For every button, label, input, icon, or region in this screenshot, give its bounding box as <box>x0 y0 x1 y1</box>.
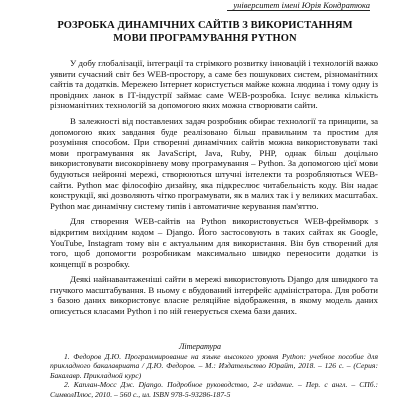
reference-item: 2. Каплан-Мосс Дж. Django. Подробное руководство, 2-е издание. – Пер. с англ. – СПб.: СимволПлюс, 2010. – 560 с., ил. ISBN 978-5-93286-187-5 <box>50 380 378 399</box>
reference-item: 1. Федоров Д.Ю. Программирование на языке высокого уровня Python: учебное пособие для прикладного бакалавриата / Д.Ю. Федоров. – М.: Издательство Юрайт, 2018. – 126 с. – (Серия: Бакалавр. Прикладной курс) <box>50 352 378 380</box>
article-body <box>50 58 378 322</box>
paragraph: Для створення WEB-сайтів на Python використовується WEB-фреймворк з відкритим вихідним кодом – Django. Його застосовують в таких сайтах як Google, YouTube, Instagram тому він є актуальним для використання. Він був створений для того, щоб допомогти розробникам максимально швидко переносити додатки із концепції в розробку. <box>50 216 378 269</box>
article-title: РОЗРОБКА ДИНАМІЧНИХ САЙТІВ З ВИКОРИСТАННЯМ МОВИ ПРОГРАМУВАННЯ PYTHON <box>57 20 353 44</box>
references-heading: Література <box>179 342 221 351</box>
paragraph: В залежності від поставлених задач розробник обирає технології та принципи, за допомогою яких завдання буде реалізовано більш правильним та простим для розуміння способом. При створенні динамічних сайтів можна використовувати такі мови програмування як JavaScript, Java, Ruby, PHP, однак більш доцільно використовувати високорівневу мову програмування – Python. За допомогою цієї мови будуються нейронні мережі, створюються штучні інтелекти та розробляються WEB-сайти. Python має філософію дизайну, яка підкреслює читабельність коду. Він надає конструкції, які дозволяють чітко програмувати, як в малих так і у великих масштабах. Python має динамічну систему типів і автоматичне керування пам'яттю. <box>50 115 378 211</box>
paragraph: Деякі найнавантаженіші сайти в мережі використовують Django для швидкого та гнучкого масштабування. В ньому є вбудований інтерфейс адміністратора. Для роботи з базою даних використовує власне реляційне відображення, в якому модель даних описується класами Python і по ній генерується схема бази даних. <box>50 274 378 317</box>
running-header: університет імені Юрія Кондратюка <box>227 0 370 11</box>
references-list <box>50 352 378 399</box>
paragraph: У добу глобалізації, інтеграції та стрімкого розвитку інновацій і технологій важко уявити сучасний світ без WEB-простору, а саме без пошукових систем, різноманітних сайтів та додатків. Мережею Інтернет користується майже кожна людина і тому одну із провідних ланок в ІТ-індустрії займає саме WEB-розробка. Існує велика кількість різноманітних технологій за допомогою яких можна створювати сайти. <box>50 58 378 111</box>
